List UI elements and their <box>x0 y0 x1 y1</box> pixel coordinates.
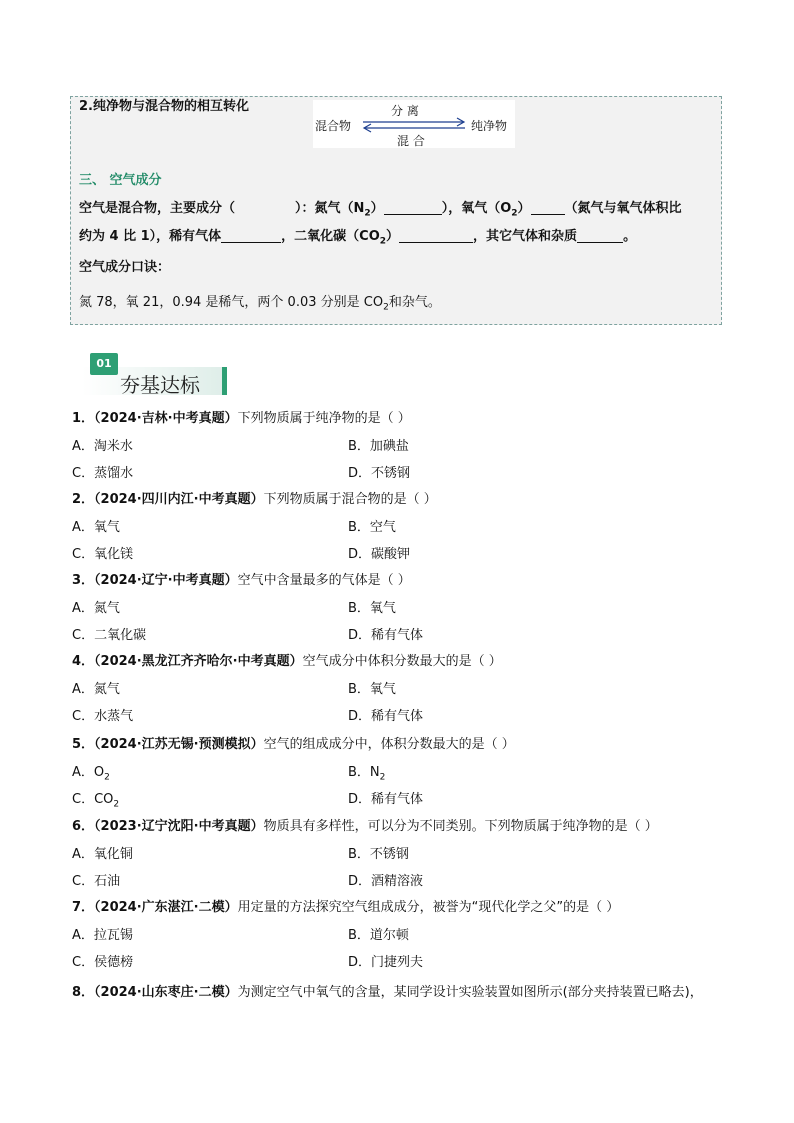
text: （氮气与氧气体积比 <box>564 201 682 216</box>
question-number: 2． <box>72 492 95 507</box>
option-label: A．拉瓦锡 <box>72 928 133 943</box>
diagram-left-label: 混合物 <box>315 119 352 133</box>
question-5 <box>72 736 515 754</box>
subscript: 2 <box>511 208 518 219</box>
question-source: （2024·辽宁·中考真题） <box>94 573 238 588</box>
conversion-diagram <box>313 100 515 148</box>
option-c[interactable] <box>72 627 146 645</box>
question-text: 物质具有多样性，可以分为不同类别。下列物质属于纯净物的是（ ） <box>263 819 658 834</box>
question-number: 3． <box>72 573 95 588</box>
option-label: A．氧气 <box>72 520 120 535</box>
option-a[interactable] <box>72 600 120 618</box>
option-c[interactable] <box>72 791 119 814</box>
option-label: B．空气 <box>348 520 396 535</box>
option-c[interactable] <box>72 546 133 564</box>
mnemonic-text <box>79 294 441 317</box>
option-label: D．酒精溶液 <box>348 874 424 889</box>
blank-noble-gas <box>221 228 281 243</box>
question-number: 5． <box>72 737 95 752</box>
air-composition-line2 <box>79 228 636 251</box>
heading-accent <box>222 367 227 395</box>
text: 空气是混合物，主要成分（ <box>79 201 236 216</box>
question-8 <box>72 984 703 1002</box>
option-d[interactable] <box>348 873 423 891</box>
option-label: D．稀有气体 <box>348 628 424 643</box>
option-b[interactable] <box>348 519 396 537</box>
text: ，二氧化碳（CO <box>281 229 380 244</box>
option-d[interactable] <box>348 708 423 726</box>
text: 。 <box>623 229 637 244</box>
question-7 <box>72 899 619 917</box>
text: ），氧气（O <box>441 201 512 216</box>
option-d[interactable] <box>348 546 410 564</box>
air-composition-line1 <box>79 200 682 223</box>
question-2 <box>72 491 437 509</box>
option-c[interactable] <box>72 465 133 483</box>
question-source: （2024·江苏无锡·预测模拟） <box>94 737 264 752</box>
option-label: D．门捷列夫 <box>348 955 424 970</box>
diagram-right-label: 纯净物 <box>471 119 508 133</box>
option-b[interactable] <box>348 764 385 787</box>
section3-title: 三、 空气成分 <box>79 173 162 188</box>
option-label: B．氧气 <box>348 601 396 616</box>
diagram-top-label: 分 离 <box>391 104 419 118</box>
question-source: （2024·广东湛江·二模） <box>94 900 238 915</box>
option-d[interactable] <box>348 465 410 483</box>
text: ） <box>370 201 384 216</box>
question-source: （2023·辽宁沈阳·中考真题） <box>94 819 264 834</box>
question-number: 8． <box>72 985 95 1000</box>
text: 约为 4 比 1），稀有气体 <box>79 229 222 244</box>
option-a[interactable] <box>72 846 133 864</box>
option-label: B．加碘盐 <box>348 439 409 454</box>
option-label: C．石油 <box>72 874 121 889</box>
option-b[interactable] <box>348 846 409 864</box>
question-text: 空气成分中体积分数最大的是（ ） <box>302 654 502 669</box>
option-label: C．二氧化碳 <box>72 628 147 643</box>
option-label: C．蒸馏水 <box>72 466 134 481</box>
question-text: 空气的组成成分中，体积分数最大的是（ ） <box>263 737 515 752</box>
option-label: D．稀有气体 <box>348 709 424 724</box>
question-number: 6． <box>72 819 95 834</box>
blank-main-components <box>235 201 295 215</box>
text: ）：氮气（N <box>295 201 365 216</box>
question-3 <box>72 572 411 590</box>
option-label: D．稀有气体 <box>348 792 424 807</box>
option-a[interactable] <box>72 681 120 699</box>
subscript: 2 <box>379 236 387 247</box>
option-label: C．CO <box>72 792 114 807</box>
option-b[interactable] <box>348 438 409 456</box>
section2-title: 2.纯净物与混合物的相互转化 <box>79 99 249 114</box>
question-6 <box>72 818 658 836</box>
option-label: A．氮气 <box>72 601 120 616</box>
option-label: A．O <box>72 765 105 780</box>
option-c[interactable] <box>72 954 133 972</box>
option-label: A．氧化铜 <box>72 847 133 862</box>
option-label: D．碳酸钾 <box>348 547 411 562</box>
diagram-arrows <box>361 117 467 133</box>
question-source: （2024·吉林·中考真题） <box>94 411 238 426</box>
option-a[interactable] <box>72 927 133 945</box>
blank-other <box>577 228 623 243</box>
question-text: 用定量的方法探究空气组成成分，被誉为“现代化学之父”的是（ ） <box>237 900 620 915</box>
subscript: 2 <box>113 799 120 810</box>
option-c[interactable] <box>72 873 120 891</box>
option-c[interactable] <box>72 708 133 726</box>
option-label: C．氧化镁 <box>72 547 134 562</box>
question-text: 空气中含量最多的气体是（ ） <box>237 573 411 588</box>
question-source: （2024·黑龙江齐齐哈尔·中考真题） <box>94 654 303 669</box>
option-a[interactable] <box>72 438 133 456</box>
option-a[interactable] <box>72 764 110 787</box>
option-label: C．水蒸气 <box>72 709 134 724</box>
heading-badge: 01 <box>90 353 118 375</box>
option-d[interactable] <box>348 791 423 809</box>
option-b[interactable] <box>348 600 396 618</box>
text: 和杂气。 <box>388 295 441 310</box>
text: ，其它气体和杂质 <box>473 229 578 244</box>
question-text: 为测定空气中氧气的含量，某同学设计实验装置如图所示(部分夹持装置已略去)， <box>237 985 703 1000</box>
option-label: C．侯德榜 <box>72 955 134 970</box>
blank-oxygen <box>531 200 565 215</box>
subscript: 2 <box>383 302 389 313</box>
option-b[interactable] <box>348 681 396 699</box>
text: ） <box>517 201 531 216</box>
option-label: A．氮气 <box>72 682 120 697</box>
question-source: （2024·山东枣庄·二模） <box>94 985 238 1000</box>
question-text: 下列物质属于纯净物的是（ ） <box>237 411 411 426</box>
heading-text: 夯基达标 <box>120 373 200 397</box>
blank-nitrogen <box>384 200 442 215</box>
option-label: B．N <box>348 765 380 780</box>
text: 氮 78，氧 21，0.94 是稀气，两个 0.03 分别是 CO <box>79 295 384 310</box>
option-b[interactable] <box>348 927 409 945</box>
option-label: B．氧气 <box>348 682 396 697</box>
question-1 <box>72 410 411 428</box>
option-label: B．不锈钢 <box>348 847 409 862</box>
question-source: （2024·四川内江·中考真题） <box>94 492 264 507</box>
option-label: D．不锈钢 <box>348 466 411 481</box>
subscript: 2 <box>364 208 371 219</box>
section-heading <box>82 353 232 397</box>
question-number: 7． <box>72 900 95 915</box>
subscript: 2 <box>104 772 110 783</box>
text: ） <box>386 229 400 244</box>
option-label: B．道尔顿 <box>348 928 409 943</box>
question-4 <box>72 653 502 671</box>
option-d[interactable] <box>348 627 423 645</box>
question-number: 4． <box>72 654 95 669</box>
option-label: A．淘米水 <box>72 439 133 454</box>
question-text: 下列物质属于混合物的是（ ） <box>263 492 437 507</box>
blank-co2 <box>399 228 473 243</box>
question-number: 1． <box>72 411 95 426</box>
subscript: 2 <box>379 772 386 783</box>
diagram-bottom-label: 混 合 <box>397 134 425 148</box>
mnemonic-title: 空气成分口诀： <box>79 260 171 275</box>
option-a[interactable] <box>72 519 120 537</box>
option-d[interactable] <box>348 954 423 972</box>
